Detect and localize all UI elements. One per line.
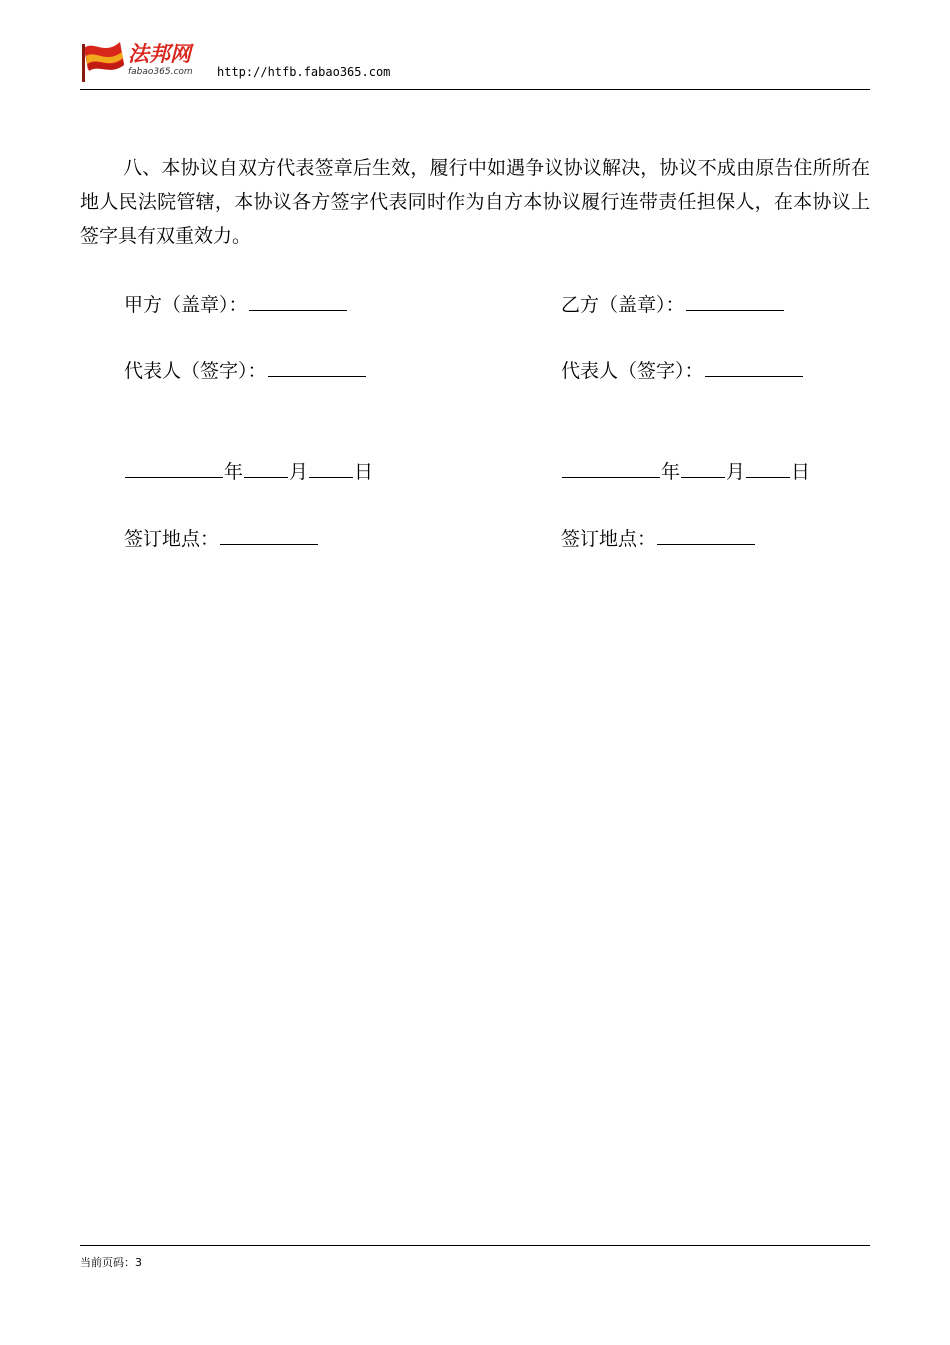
party-a-seal-line xyxy=(124,291,348,317)
party-a-rep-label: 代表人（签字）： xyxy=(124,360,267,382)
party-a-place-line xyxy=(124,525,319,551)
party-b-place-blank[interactable] xyxy=(657,525,755,545)
party-b-rep-blank[interactable] xyxy=(705,357,803,377)
party-b-month-label: 月 xyxy=(726,461,746,483)
party-a-year-blank[interactable] xyxy=(125,458,223,478)
party-b-seal-blank[interactable] xyxy=(686,291,784,311)
party-a-rep-line xyxy=(124,357,367,383)
party-b-date-line xyxy=(561,458,810,484)
party-b-seal-label: 乙方（盖章）： xyxy=(561,294,685,316)
clause-eight-paragraph: 八、本协议自双方代表签章后生效，履行中如遇争议协议解决，协议不成由原告住所所在地人民法院管辖，本协议各方签字代表同时作为自方本协议履行连带责任担保人，在本协议上签字具有双重效力。 xyxy=(80,157,870,247)
logo-wordmark: 法邦网 xyxy=(128,42,191,66)
footer-divider xyxy=(80,1245,870,1246)
header-divider xyxy=(80,89,870,90)
party-b-year-blank[interactable] xyxy=(562,458,660,478)
party-a-seal-label: 甲方（盖章）： xyxy=(124,294,248,316)
flag-icon xyxy=(80,34,130,84)
party-b-rep-label: 代表人（签字）： xyxy=(561,360,704,382)
page-header xyxy=(80,28,870,90)
party-a-month-blank[interactable] xyxy=(244,458,288,478)
party-a-month-label: 月 xyxy=(289,461,309,483)
party-b-day-blank[interactable] xyxy=(746,458,790,478)
party-a-day-label: 日 xyxy=(354,461,374,483)
party-b-rep-line xyxy=(561,357,804,383)
party-b-seal-line xyxy=(561,291,785,317)
party-b-place-label: 签订地点： xyxy=(561,528,657,550)
party-a-year-label: 年 xyxy=(224,461,244,483)
party-a-seal-blank[interactable] xyxy=(249,291,347,311)
page-number: 当前页码：3 xyxy=(80,1256,142,1269)
site-logo[interactable] xyxy=(80,34,210,84)
party-b-place-line xyxy=(561,525,756,551)
party-b-month-blank[interactable] xyxy=(681,458,725,478)
party-a-place-blank[interactable] xyxy=(220,525,318,545)
party-a-rep-blank[interactable] xyxy=(268,357,366,377)
party-a-day-blank[interactable] xyxy=(309,458,353,478)
logo-domain: fabao365.com xyxy=(128,67,193,77)
party-b-year-label: 年 xyxy=(661,461,681,483)
party-b-day-label: 日 xyxy=(791,461,811,483)
party-a-place-label: 签订地点： xyxy=(124,528,220,550)
party-a-date-line xyxy=(124,458,373,484)
header-url-link[interactable]: http://htfb.fabao365.com xyxy=(217,65,391,79)
